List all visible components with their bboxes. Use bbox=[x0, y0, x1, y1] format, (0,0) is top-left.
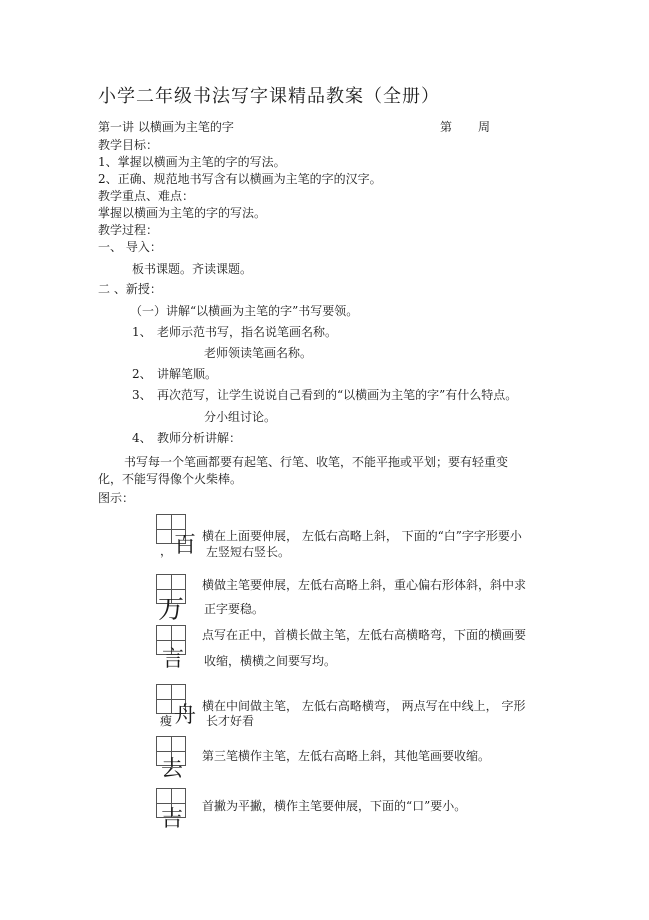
step-number: 3、 bbox=[132, 388, 152, 402]
example-character: 吉 bbox=[161, 807, 184, 832]
diagram-label: 图示： bbox=[98, 491, 135, 505]
process-heading: 教学过程： bbox=[98, 223, 159, 237]
example-description: 横在上面要伸展， 左低右高略上斜， 下面的“白”字字形要小 bbox=[202, 529, 522, 543]
step-text: 老师示范书写，指名说笔画名称。 bbox=[157, 325, 338, 339]
example-description: 收缩，横横之间要写均。 bbox=[204, 654, 337, 668]
example-description: 正字要稳。 bbox=[204, 602, 265, 616]
example-character: 言 bbox=[162, 647, 185, 672]
intro-text: 板书课题。齐读课题。 bbox=[132, 262, 253, 276]
example-description: 首撇为平撇，横作主笔要伸展，下面的“口”要小。 bbox=[202, 799, 467, 813]
step-number: 4、 bbox=[132, 431, 152, 445]
example-description: 横做主笔要伸展，左低右高略上斜，重心偏右形体斜，斜中求 bbox=[202, 578, 527, 592]
sub-heading: （一）讲解“以横画为主笔的字”书写要领。 bbox=[130, 304, 359, 318]
example-character: 万 bbox=[158, 595, 185, 625]
example-character: 舟 bbox=[174, 703, 197, 728]
example-prefix: 瘦 bbox=[160, 714, 173, 728]
step-text: 讲解笔顺。 bbox=[157, 367, 218, 381]
example-description: 第三笔横作主笔，左低右高略上斜，其他笔画要收缩。 bbox=[202, 749, 491, 763]
example-prefix: ， bbox=[160, 544, 173, 558]
example-character: 百 bbox=[174, 533, 197, 558]
key-points-text: 掌握以横画为主笔的字的写法。 bbox=[98, 206, 267, 220]
document-title: 小学二年级书法写字课精品教案（全册） bbox=[98, 86, 440, 107]
example-character: 去 bbox=[161, 757, 184, 782]
analysis-text: 书写每一个笔画都要有起笔、行笔、收笔，不能平拖或平划；要有轻重变 bbox=[124, 455, 509, 469]
key-points-heading: 教学重点、难点： bbox=[98, 189, 195, 203]
example-description: 长才好看 bbox=[206, 714, 255, 728]
objective-item: 1、掌握以横画为主笔的字的写法。 bbox=[98, 155, 286, 169]
step-text: 再次范写，让学生说说自己看到的“以横画为主笔的字”有什么特点。 bbox=[157, 388, 518, 402]
step-text: 分小组讨论。 bbox=[204, 410, 277, 424]
lesson-heading: 第一讲 以横画为主笔的字 bbox=[98, 120, 234, 134]
step-number: 1、 bbox=[132, 325, 152, 339]
new-teaching-heading: 二 、新授： bbox=[98, 282, 162, 296]
week-suffix: 周 bbox=[478, 120, 491, 134]
step-number: 2、 bbox=[132, 367, 152, 381]
example-description: 横在中间做主笔， 左低右高略横弯， 两点写在中线上， 字形 bbox=[202, 699, 526, 713]
analysis-text: 化，不能写得像个火柴棒。 bbox=[98, 472, 243, 486]
week-label: 第 bbox=[440, 120, 453, 134]
step-text: 老师领读笔画名称。 bbox=[204, 346, 313, 360]
example-description: 点写在正中，首横长做主笔，左低右高横略弯，下面的横画要 bbox=[202, 628, 527, 642]
objectives-heading: 教学目标： bbox=[98, 138, 159, 152]
intro-heading: 一、 导入： bbox=[98, 240, 162, 254]
example-description: 左竖短右竖长。 bbox=[206, 545, 291, 559]
step-text: 教师分析讲解： bbox=[157, 431, 242, 445]
objective-item: 2、正确、规范地书写含有以横画为主笔的字的汉字。 bbox=[98, 172, 382, 186]
